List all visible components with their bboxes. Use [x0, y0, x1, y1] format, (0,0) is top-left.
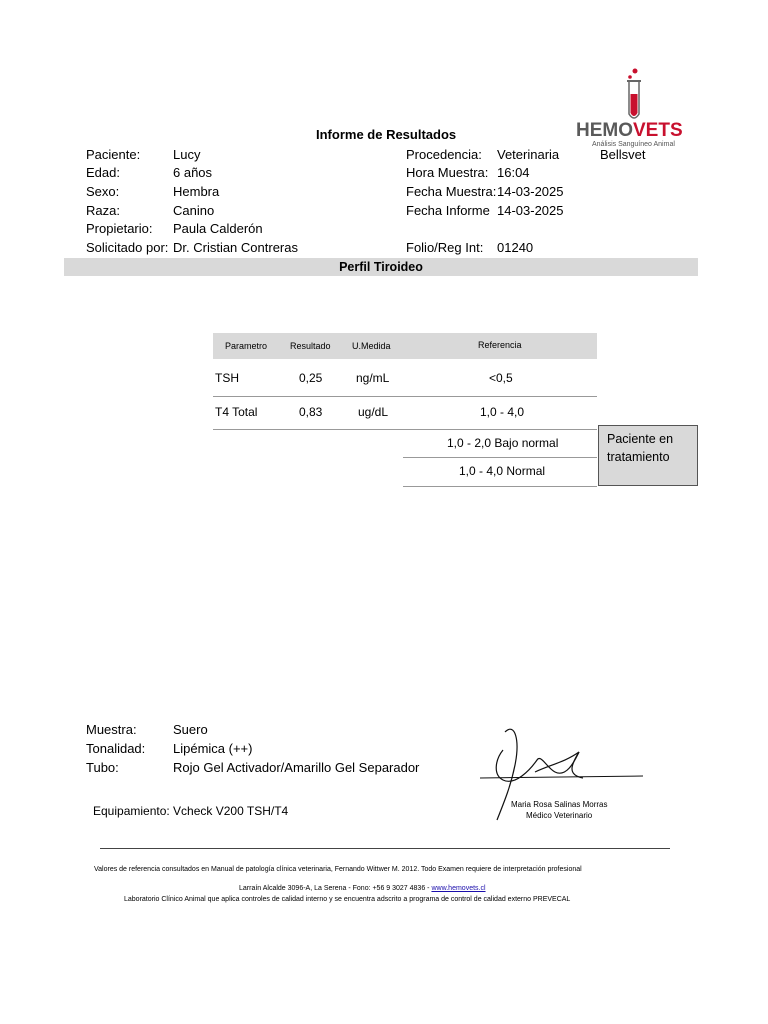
- logo-brand-hemo: HEMO: [576, 120, 633, 141]
- footer-divider: [100, 848, 670, 849]
- results-table-header: [213, 333, 597, 359]
- clinic-name: Bellsvet: [600, 147, 646, 162]
- breed-value: Canino: [173, 203, 215, 218]
- sample-label: Muestra:: [86, 722, 137, 737]
- requested-by-label: Solicitado por:: [86, 240, 169, 255]
- report-date-value: 14-03-2025: [497, 203, 564, 218]
- tube-label: Tubo:: [86, 760, 119, 775]
- age-value: 6 años: [173, 165, 213, 180]
- owner-label: Propietario:: [86, 221, 153, 236]
- requested-by-value: Dr. Cristian Contreras: [173, 240, 298, 255]
- treatment-note: [598, 425, 698, 486]
- sex-value: Hembra: [173, 184, 220, 199]
- logo-brand-vets: VETS: [633, 120, 683, 141]
- quality-note: Laboratorio Clínico Animal que aplica controles de calidad interno y se encuentra adscrito a programa de control de calidad externo PREVECAL: [124, 896, 571, 903]
- sample-date-label: Fecha Muestra:: [406, 184, 497, 199]
- signer-name: Maria Rosa Salinas Morras: [511, 800, 608, 809]
- signer-role: Médico Veterinario: [526, 811, 593, 820]
- origin-value: Veterinaria: [497, 147, 560, 162]
- tonality-value: Lipémica (++): [173, 741, 253, 756]
- row-tsh-parametro: TSH: [215, 371, 239, 385]
- header-unidad: U.Medida: [352, 341, 391, 351]
- row-divider: [213, 429, 597, 430]
- website-link[interactable]: www.hemovets.cl: [431, 885, 486, 892]
- row-tsh-referencia: <0,5: [489, 371, 513, 385]
- hemovets-logo: [576, 66, 694, 152]
- breed-label: Raza:: [86, 203, 120, 218]
- folio-label: Folio/Reg Int:: [406, 240, 484, 255]
- sample-date-value: 14-03-2025: [497, 184, 564, 199]
- sex-label: Sexo:: [86, 184, 120, 199]
- test-tube-icon: [576, 66, 694, 126]
- tonality-label: Tonalidad:: [86, 741, 146, 756]
- header-resultado: Resultado: [290, 341, 331, 351]
- header-parametro: Parametro: [225, 341, 268, 351]
- treatment-note-text: Paciente en tratamiento: [607, 432, 674, 464]
- equipment-text: Equipamiento: Vcheck V200 TSH/T4: [93, 804, 289, 818]
- logo-tagline: Análisis Sanguíneo Animal: [592, 141, 675, 148]
- folio-value: 01240: [497, 240, 534, 255]
- report-title: Informe de Resultados: [316, 127, 457, 142]
- row-divider: [403, 486, 597, 487]
- row-t4-unidad: ug/dL: [358, 405, 389, 419]
- reference-note: Valores de referencia consultados en Manual de patología clínica veterinaria, Fernando Wittwer M. 2012. Todo Examen requiere de interpretación profesional: [94, 866, 582, 873]
- row-divider: [403, 457, 597, 458]
- row-tsh-unidad: ng/mL: [356, 371, 390, 385]
- extra-ref-normal: 1,0 - 4,0 Normal: [459, 464, 546, 478]
- signature-icon: [475, 720, 645, 825]
- row-divider: [213, 396, 597, 397]
- row-t4-resultado: 0,83: [299, 405, 323, 419]
- lab-address: Larraín Alcalde 3096-A, La Serena - Fono: +56 9 3027 4836 -: [239, 885, 432, 892]
- report-date-label: Fecha Informe: [406, 203, 490, 218]
- row-tsh-resultado: 0,25: [299, 371, 323, 385]
- section-title: Perfil Tiroideo: [339, 260, 423, 274]
- patient-label: Paciente:: [86, 147, 141, 162]
- patient-value: Lucy: [173, 147, 201, 162]
- section-band: [64, 258, 698, 276]
- sample-time-value: 16:04: [497, 165, 530, 180]
- origin-label: Procedencia:: [406, 147, 482, 162]
- sample-time-label: Hora Muestra:: [406, 165, 489, 180]
- row-t4-referencia: 1,0 - 4,0: [480, 405, 525, 419]
- tube-value: Rojo Gel Activador/Amarillo Gel Separador: [173, 760, 420, 775]
- sample-value: Suero: [173, 722, 208, 737]
- age-label: Edad:: [86, 165, 120, 180]
- row-t4-parametro: T4 Total: [215, 405, 258, 419]
- owner-value: Paula Calderón: [173, 221, 263, 236]
- header-referencia: Referencia: [478, 340, 522, 350]
- extra-ref-low-normal: 1,0 - 2,0 Bajo normal: [447, 436, 559, 450]
